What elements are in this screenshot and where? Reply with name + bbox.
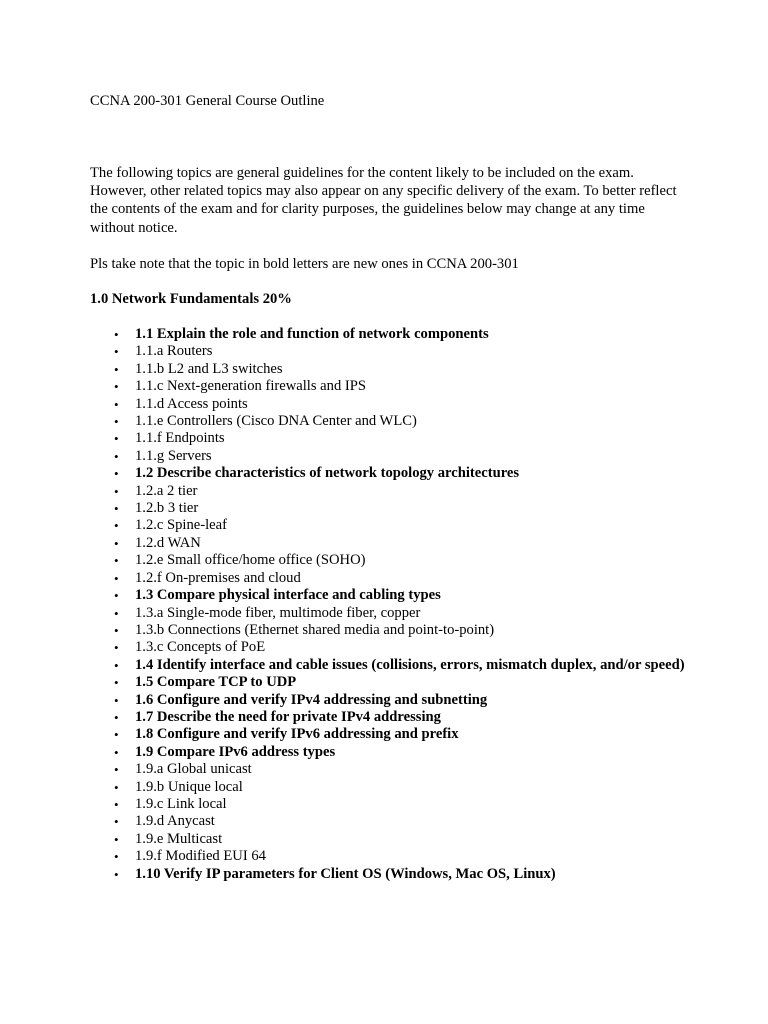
topic-item <box>90 726 690 743</box>
topic-list <box>90 326 690 883</box>
topic-text: 1.9.d Anycast <box>135 813 215 830</box>
bullet-icon: • <box>114 483 119 499</box>
topic-text: 1.2.a 2 tier <box>135 482 198 499</box>
topic-text: 1.5 Compare TCP to UDP <box>135 674 297 691</box>
topic-item <box>90 430 690 447</box>
topic-text: 1.6 Configure and verify IPv4 addressing and subnetting <box>135 691 488 708</box>
topic-item <box>90 831 690 848</box>
topic-text: 1.2.c Spine-leaf <box>135 517 227 534</box>
topic-item <box>90 483 690 500</box>
topic-item <box>90 448 690 465</box>
bullet-icon: • <box>114 414 119 430</box>
bullet-icon: • <box>114 675 119 691</box>
topic-text: 1.1.a Routers <box>135 343 213 360</box>
topic-text: 1.3 Compare physical interface and cabling types <box>135 587 441 604</box>
bullet-icon: • <box>114 431 119 447</box>
bullet-icon: • <box>114 762 119 778</box>
bullet-icon: • <box>114 831 119 847</box>
topic-item <box>90 413 690 430</box>
topic-item <box>90 866 690 883</box>
bullet-icon: • <box>114 361 119 377</box>
topic-item <box>90 396 690 413</box>
intro-paragraph: The following topics are general guidelines for the content likely to be included on the exam. However, other related topics may also appear on any specific delivery of the exam. To better reflect the contents of the exam and for clarity purposes, the guidelines below may change at any time without notice. <box>90 165 677 236</box>
bullet-icon: • <box>114 553 119 569</box>
topic-text: 1.1.e Controllers (Cisco DNA Center and WLC) <box>135 413 417 430</box>
topic-item <box>90 779 690 796</box>
topic-text: 1.1.c Next-generation firewalls and IPS <box>135 378 366 395</box>
topic-text: 1.8 Configure and verify IPv6 addressing and prefix <box>135 726 459 743</box>
topic-text: 1.9.f Modified EUI 64 <box>135 848 266 865</box>
bullet-icon: • <box>114 466 119 482</box>
bullet-icon: • <box>114 622 119 638</box>
document-title: CCNA 200-301 General Course Outline <box>90 93 325 109</box>
bullet-icon: • <box>114 709 119 725</box>
topic-text: 1.4 Identify interface and cable issues (collisions, errors, mismatch duplex, and/or speed) <box>135 656 685 673</box>
topic-item <box>90 657 690 674</box>
note-paragraph: Pls take note that the topic in bold letters are new ones in CCNA 200-301 <box>90 256 519 272</box>
bullet-icon: • <box>114 448 119 464</box>
bullet-icon: • <box>114 779 119 795</box>
topic-text: 1.9 Compare IPv6 address types <box>135 743 336 760</box>
bullet-icon: • <box>114 535 119 551</box>
topic-item <box>90 570 690 587</box>
topic-item <box>90 378 690 395</box>
topic-text: 1.3.a Single-mode fiber, multimode fiber, copper <box>135 604 421 621</box>
bullet-icon: • <box>114 796 119 812</box>
bullet-icon: • <box>114 744 119 760</box>
topic-text: 1.9.e Multicast <box>135 830 223 847</box>
topic-text: 1.1 Explain the role and function of network components <box>135 326 489 342</box>
topic-item <box>90 326 690 343</box>
bullet-icon: • <box>114 570 119 586</box>
bullet-icon: • <box>114 692 119 708</box>
topic-item <box>90 709 690 726</box>
topic-text: 1.7 Describe the need for private IPv4 addressing <box>135 708 441 725</box>
topic-item <box>90 465 690 482</box>
topic-text: 1.3.c Concepts of PoE <box>135 639 266 656</box>
bullet-icon: • <box>114 727 119 743</box>
topic-text: 1.9.a Global unicast <box>135 761 252 778</box>
topic-item <box>90 674 690 691</box>
topic-item <box>90 761 690 778</box>
bullet-icon: • <box>114 501 119 517</box>
topic-text: 1.1.f Endpoints <box>135 430 225 447</box>
topic-item <box>90 343 690 360</box>
bullet-icon: • <box>114 379 119 395</box>
topic-item <box>90 692 690 709</box>
bullet-icon: • <box>114 640 119 656</box>
bullet-icon: • <box>114 588 119 604</box>
topic-item <box>90 535 690 552</box>
bullet-icon: • <box>114 814 119 830</box>
topic-text: 1.9.c Link local <box>135 795 227 812</box>
topic-item <box>90 361 690 378</box>
topic-item <box>90 500 690 517</box>
bullet-icon: • <box>114 344 119 360</box>
topic-text: 1.10 Verify IP parameters for Client OS (Windows, Mac OS, Linux) <box>135 865 556 882</box>
topic-item <box>90 552 690 569</box>
topic-text: 1.2.e Small office/home office (SOHO) <box>135 552 366 569</box>
topic-text: 1.2.d WAN <box>135 534 201 551</box>
topic-text: 1.1.d Access points <box>135 395 248 412</box>
topic-item <box>90 796 690 813</box>
topic-item <box>90 813 690 830</box>
topic-item <box>90 605 690 622</box>
topic-text: 1.9.b Unique local <box>135 778 243 795</box>
bullet-icon: • <box>114 657 119 673</box>
topic-text: 1.2.f On-premises and cloud <box>135 569 301 586</box>
topic-text: 1.3.b Connections (Ethernet shared media and point-to-point) <box>135 621 495 638</box>
bullet-icon: • <box>114 518 119 534</box>
topic-text: 1.1.g Servers <box>135 447 212 464</box>
bullet-icon: • <box>114 866 119 882</box>
topic-text: 1.2 Describe characteristics of network topology architectures <box>135 465 520 482</box>
topic-text: 1.1.b L2 and L3 switches <box>135 360 283 377</box>
topic-item <box>90 639 690 656</box>
topic-item <box>90 744 690 761</box>
bullet-icon: • <box>114 605 119 621</box>
bullet-icon: • <box>114 849 119 865</box>
bullet-icon: • <box>114 327 119 342</box>
topic-item <box>90 848 690 865</box>
topic-item <box>90 517 690 534</box>
topic-text: 1.2.b 3 tier <box>135 500 199 517</box>
topic-item <box>90 587 690 604</box>
topic-item <box>90 622 690 639</box>
section-heading: 1.0 Network Fundamentals 20% <box>90 291 292 307</box>
bullet-icon: • <box>114 396 119 412</box>
